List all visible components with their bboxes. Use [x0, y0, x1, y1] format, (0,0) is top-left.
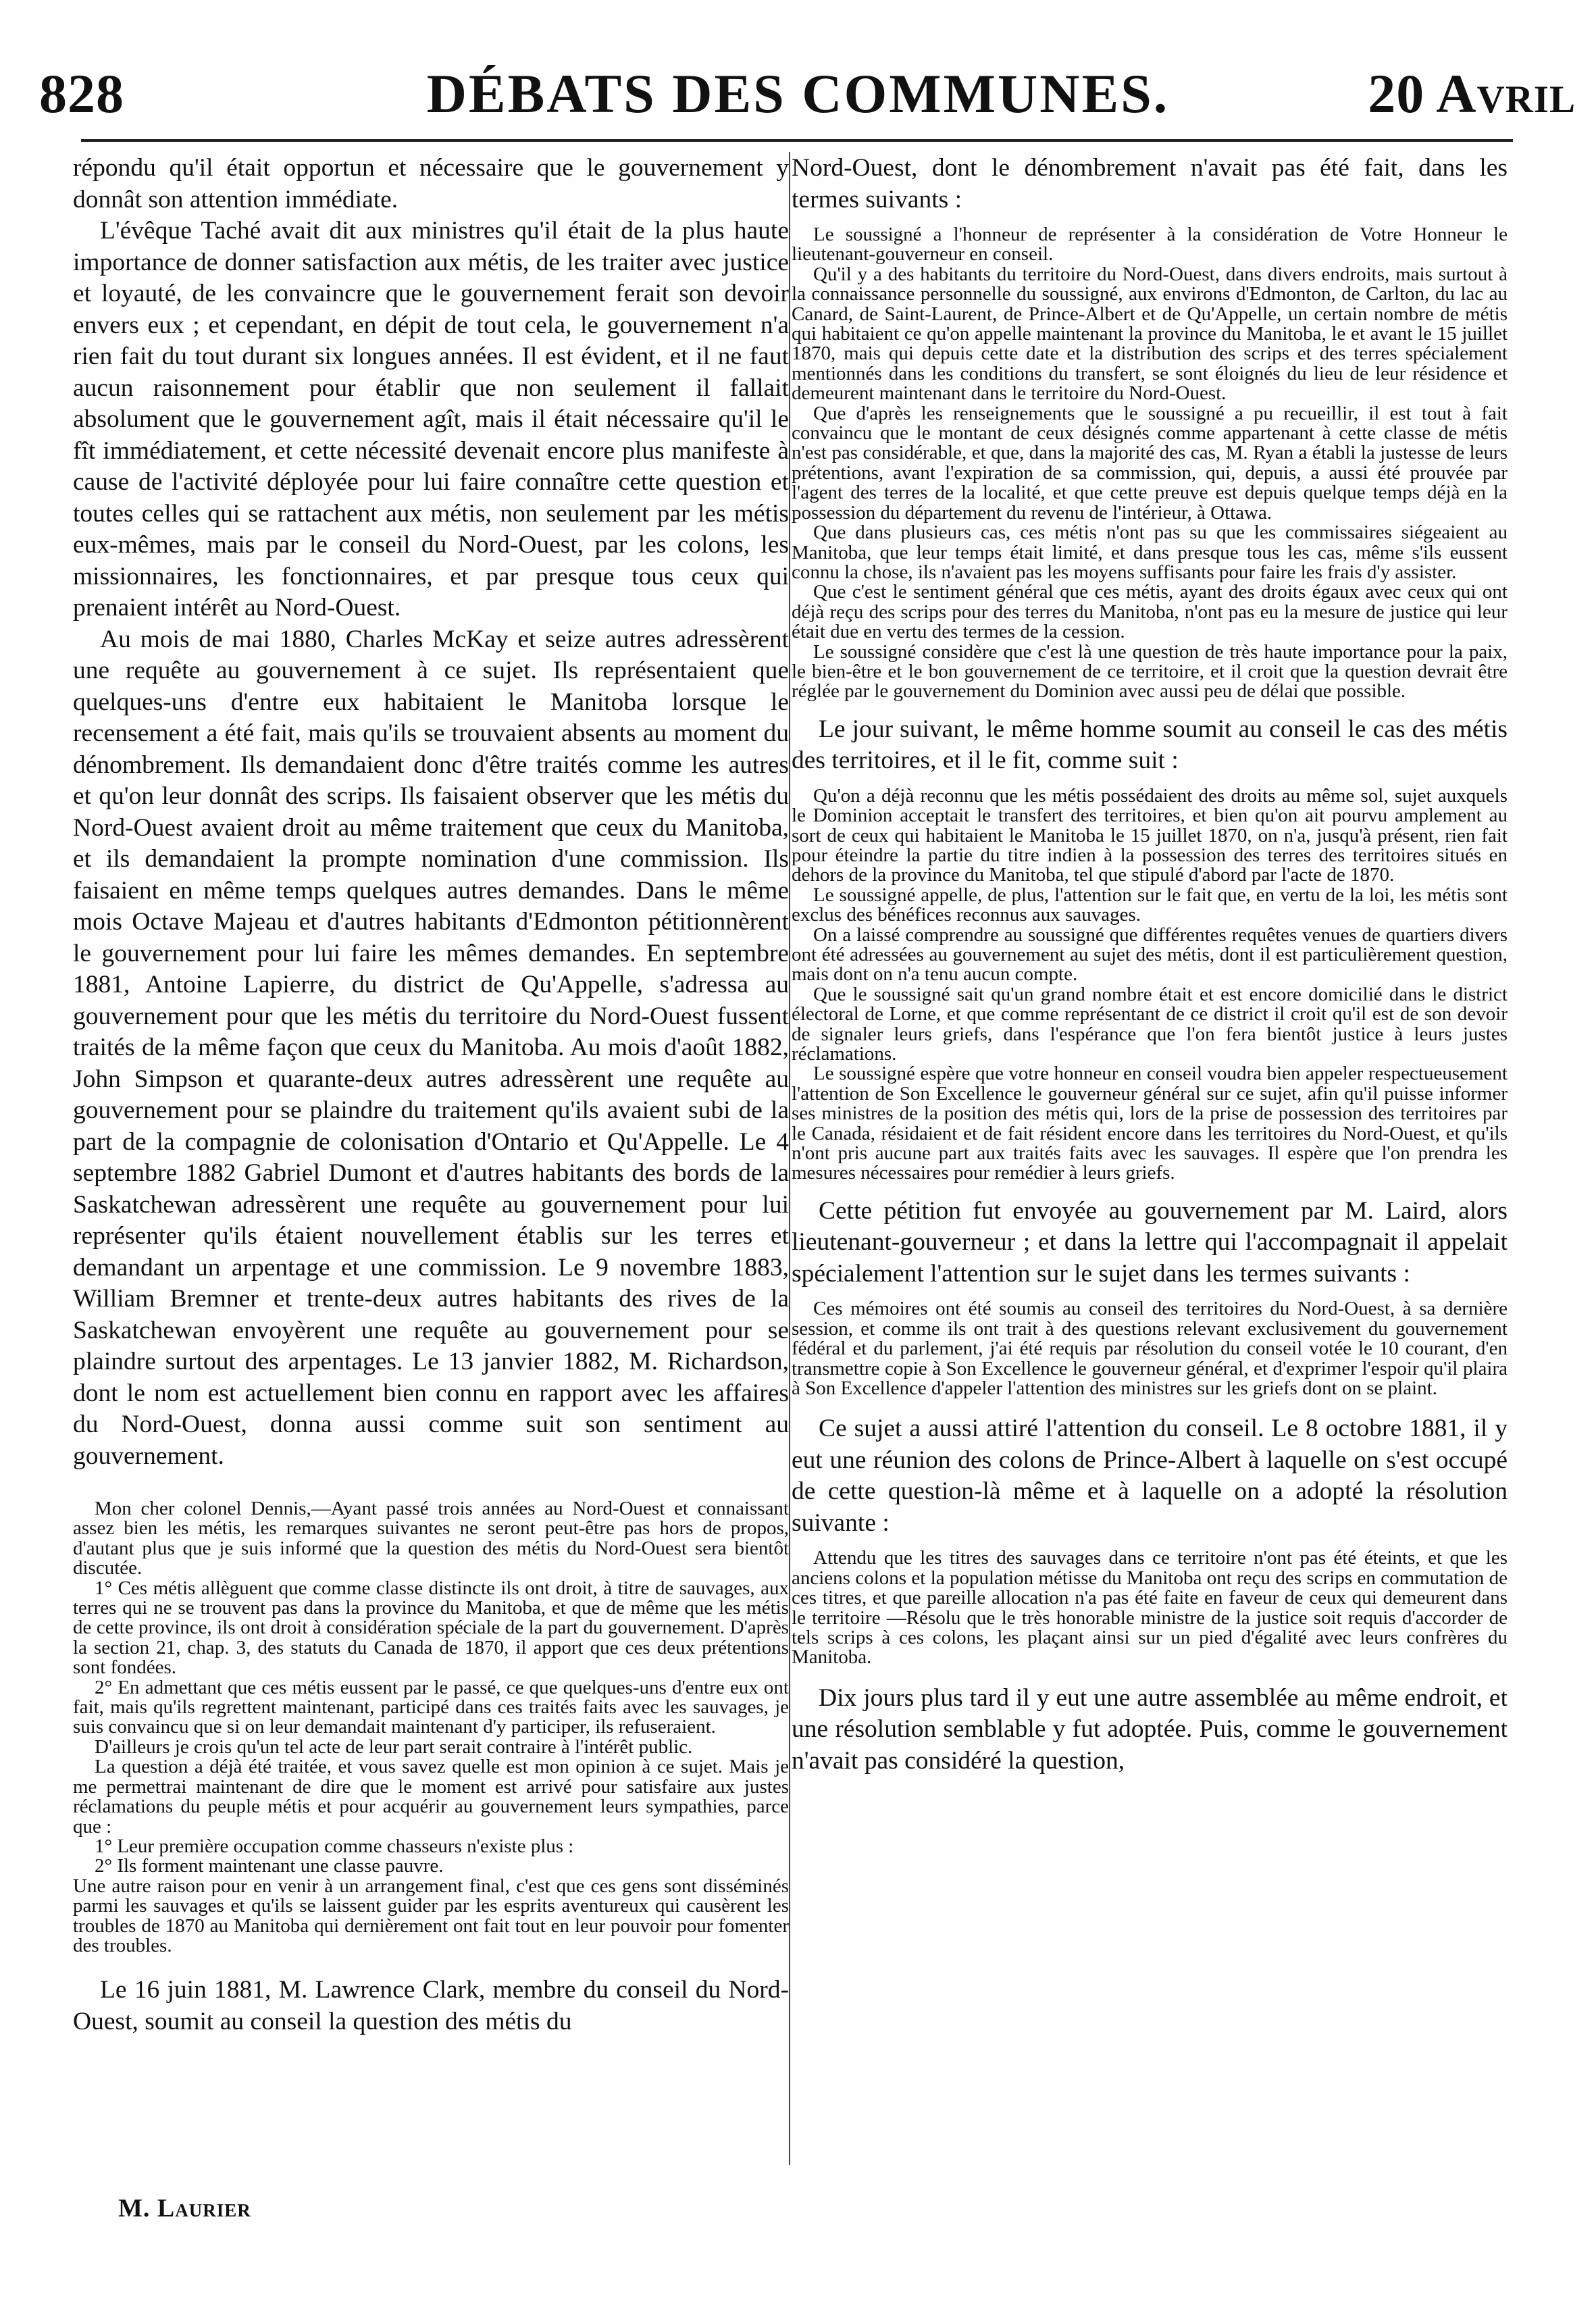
quoted-paragraph: Le soussigné considère que c'est là une question de très haute importance pour la paix, le bien-être et le bon gouvernement de ce territoire, et il croit que la question devrait être réglée par le gouvernement du Dominion avec aussi peu de délai que possible.: [792, 640, 1508, 703]
speaker-signature: M. Laurier: [118, 2194, 251, 2223]
quoted-paragraph: On a laissé comprendre au soussigné que différentes requêtes venues de quartiers divers ont été adressées au gouvernement au sujet des métis, dont il est particulièrement question, mais dont on n'a tenu aucun compte.: [792, 923, 1508, 986]
quoted-paragraph: Que c'est le sentiment général que ces métis, ayant des droits égaux avec ceux qui ont déjà reçu des scrips pour des terres du Manitoba, n'ont pas eu la mesure de justice qui leur était due en vertu des termes de la cession.: [792, 581, 1508, 643]
paragraph: Dix jours plus tard il y eut une autre assemblée au même endroit, et une résolution semblable y fut adoptée. Puis, comme le gouvernement n'avait pas considéré la question,: [792, 1683, 1508, 1775]
quoted-paragraph: 1° Ces métis allèguent que comme classe distincte ils ont droit, à titre de sauvages, aux terres qui ne se trouvent pas dans la province du Manitoba, et que de même que les métis de cette province, ils ont droit à considération spéciale de la part du gouvernement. D'après la section 21, chap. 3, des statuts du Canada de 1870, il apport que ces deux prétentions sont fondées.: [73, 1577, 789, 1679]
quoted-paragraph: Ces mémoires ont été soumis au conseil des territoires du Nord-Ouest, à sa dernière session, et comme ils ont trait à des questions relevant exclusivement du gouvernement fédéral et du parlement, j'ai été requis par résolution du conseil votée le 10 courant, d'en transmettre copie à Son Excellence le gouverneur général, et d'exprimer l'espoir qu'il plaira à Son Excellence d'appeler l'attention des ministres sur les griefs dont on se plaint.: [792, 1298, 1508, 1399]
right-column: [792, 153, 1508, 1777]
quoted-paragraph: D'ailleurs je crois qu'un tel acte de leur part serait contraire à l'intérêt public.: [95, 1735, 693, 1758]
header-rule: [81, 139, 1513, 142]
quoted-paragraph: Attendu que les titres des sauvages dans ce territoire n'ont pas été éteints, et que les anciens colons et la population métisse du Manitoba ont reçu des scrips en commutation de ces titres, et que pareille allocation n'a pas été faite en faveur de ceux qui demeurent dans le territoire —Résolu que le très honorable ministre de la justice soit requis d'accorder de tels scrips à ces colons, les plaçant ainsi sur un pied d'égalité avec leurs confrères du Manitoba.: [792, 1547, 1508, 1669]
quoted-paragraph: La question a déjà été traitée, et vous savez quelle est mon opinion à ce sujet. Mais je me permettrai maintenant de dire que le moment est arrivé pour satisfaire aux justes réclamations du peuple métis et pour acquérir au gouvernement leurs sympathies, parce que :: [73, 1756, 789, 1837]
quoted-paragraph: Que d'après les renseignements que le soussigné a pu recueillir, il est tout à fait convaincu que le montant de ceux désignés comme appartenant à cette classe de métis n'est pas considérable, et que, dans la majorité des cas, M. Ryan a établi la justesse de leurs prétentions, avant l'expiration de sa commission, qui, depuis, a aussi été prouvée par l'agent des terres de la localité, et que cette preuve est depuis quelque temps déjà en la possession du département du revenu de l'intérieur, à Ottawa.: [792, 402, 1508, 524]
column-divider: [789, 152, 790, 2165]
paragraph: Ce sujet a aussi attiré l'attention du conseil. Le 8 octobre 1881, il y eut une réunion des colons de Prince-Albert à laquelle on s'est occupé de cette question-là même et à laquelle on a adopté la résolution suivante :: [792, 1415, 1508, 1537]
paragraph: Nord-Ouest, dont le dénombrement n'avait pas été fait, dans les termes suivants :: [792, 154, 1508, 213]
paragraph: Le 16 juin 1881, M. Lawrence Clark, membre du conseil du Nord-Ouest, soumit au conseil la question des métis du: [73, 1976, 789, 2035]
paragraph: Cette pétition fut envoyée au gouvernement par M. Laird, alors lieutenant-gouverneur ; et dans la lettre qui l'accompagnait il appelait spécialement l'attention sur le sujet dans les termes suivants :: [792, 1196, 1508, 1288]
paragraph: Au mois de mai 1880, Charles McKay et seize autres adressèrent une requête au gouvernement à ce sujet. Ils représentaient que quelques-uns d'entre eux habitaient le Manitoba lorsque le recensement a été fait, mais qu'ils se trouvaient absents au moment du dénombrement. Ils demandaient donc d'être traités comme les autres et qu'on leur donnât des scrips. Ils faisaient observer que les métis du Nord-Ouest avaient droit au même traitement que ceux du Manitoba, et ils demandaient la prompte nomination d'une commission. Ils faisaient en même temps quelques autres demandes. Dans le même mois Octave Majeau et d'autres habitants d'Edmonton pétitionnèrent le gouvernement pour lui faire les mêmes demandes. En septembre 1881, Antoine Lapierre, du district de Qu'Appelle, s'adressa au gouvernement pour que les métis du territoire du Nord-Ouest fussent traités de la même façon que ceux du Manitoba. Au mois d'août 1882, John Simpson et quarante-deux autres adressèrent une requête au gouvernement pour se plaindre du traitement qu'ils avaient subi de la part de la compagnie de colonisation d'Ontario et Qu'Appelle. Le 4 septembre 1882 Gabriel Dumont et d'autres habitants des bords de la Saskatchewan adressèrent une requête au gouvernement pour lui représenter qu'ils étaient nouvellement établis sur les terres et demandant un arpentage et une commission. Le 9 novembre 1883, William Bremner et trente-deux autres habitants des rives de la Saskatchewan envoyèrent une requête au gouvernement pour se plaindre surtout des arpentages. Le 13 janvier 1882, M. Richardson, dont le nom est actuellement bien connu en rapport avec les affaires du Nord-Ouest, donna aussi comme suit son sentiment au gouvernement.: [73, 625, 789, 1470]
page-date: 20 Avril: [1368, 63, 1576, 124]
quoted-paragraph: Le soussigné appelle, de plus, l'attention sur le fait que, en vertu de la loi, les métis sont exclus des bénéfices reconnus aux sauvages.: [792, 884, 1508, 926]
left-column: [73, 153, 789, 2037]
paragraph: L'évêque Taché avait dit aux ministres qu'il était de la plus haute importance de donner satisfaction aux métis, de les traiter avec justice et loyauté, de les convaincre que le gouvernement ferait son devoir envers eux ; et cependant, en dépit de tout cela, le gouvernement n'a rien fait du tout durant six longues années. Il est évident, et il ne faut aucun raisonnement pour établir que non seulement il fallait absolument que le gouvernement agît, mais il était nécessaire qu'il le fît immédiatement, et cette nécessité devenait encore plus manifeste à cause de l'activité déployée pour lui faire connaître cette question et toutes celles qui se rattachent aux métis, non seulement par les métis eux-mêmes, mais par le conseil du Nord-Ouest, par les colons, les missionnaires, les fonctionnaires, et par presque tous ceux qui prenaient intérêt au Nord-Ouest.: [73, 217, 789, 621]
quoted-paragraph: 2° En admettant que ces métis eussent par le passé, ce que quelques-uns d'entre eux ont fait, mais qu'ils regrettent maintenant, participé dans ces traités faits avec les sauvages, je suis convaincu que si on leur demandait maintenant d'y participer, ils refuseraient.: [73, 1676, 789, 1738]
quoted-paragraph: Que le soussigné sait qu'un grand nombre était et est encore domicilié dans le district électoral de Lorne, et que comme représentant de ce district il croit qu'il est de son devoir de signaler leurs griefs, dans l'espérance que l'on fera bientôt justice à leurs justes réclamations.: [792, 983, 1508, 1065]
quoted-paragraph: 2° Ils forment maintenant une classe pauvre.: [95, 1855, 444, 1877]
quoted-paragraph: Le soussigné a l'honneur de représenter à la considération de Votre Honneur le lieutenant-gouverneur en conseil.: [792, 224, 1508, 265]
paragraph: répondu qu'il était opportun et nécessaire que le gouvernement y donnât son attention immédiate.: [73, 154, 789, 213]
quoted-paragraph: Mon cher colonel Dennis,—Ayant passé trois années au Nord-Ouest et connaissant assez bien les métis, les remarques suivantes ne seront peut-être pas hors de propos, d'autant plus que je suis informé que la question des métis du Nord-Ouest sera bientôt discutée.: [73, 1498, 789, 1579]
quoted-paragraph: 1° Leur première occupation comme chasseurs n'existe plus :: [95, 1835, 574, 1857]
page-title: DÉBATS DES COMMUNES.: [426, 63, 1170, 124]
quoted-paragraph: Le soussigné espère que votre honneur en conseil voudra bien appeler respectueusement l'attention de Son Excellence le gouverneur général sur ce sujet, afin qu'il puisse informer ses ministres de la position des métis qui, lors de la prise de possession des territoires par le Canada, résidaient et de fait résident encore dans les territoires du Nord-Ouest, et qu'ils n'ont pris aucune part aux traités faits avec les sauvages. Il espère que l'on prendra les mesures nécessaires pour remédier à leurs griefs.: [792, 1063, 1508, 1184]
page-number: 828: [39, 63, 124, 124]
quoted-paragraph: Une autre raison pour en venir à un arrangement final, c'est que ces gens sont disséminés parmi les sauvages et qu'ils se laissent guider par les esprits aventureux qui causèrent les troubles de 1870 au Manitoba qui dernièrement ont fait tout en leur pouvoir pour fomenter des troubles.: [73, 1875, 789, 1956]
paragraph: Le jour suivant, le même homme soumit au conseil le cas des métis des territoires, et il le fit, comme suit :: [792, 715, 1508, 775]
quoted-paragraph: Qu'il y a des habitants du territoire du Nord-Ouest, dans divers endroits, mais surtout à la connaissance personnelle du soussigné, aux environs d'Edmonton, de Carlton, du lac au Canard, de Saint-Laurent, de Prince-Albert et de Qu'Appelle, un certain nombre de métis qui habitaient ce qu'on appelle maintenant la province du Manitoba, le et avant le 15 juillet 1870, mais qui depuis cette date et la distribution des scrips et des terres spécialement mentionnés dans les conditions du transfert, se sont éloignés du lieu de leur résidence et demeurent maintenant dans le territoire du Nord-Ouest.: [792, 263, 1508, 405]
quoted-paragraph: Qu'on a déjà reconnu que les métis possédaient des droits au même sol, sujet auxquels le Dominion acceptait le transfert des territoires, et bien qu'on ait pourvu amplement au sort de ceux qui habitaient le Manitoba le 15 juillet 1870, on n'a, jusqu'à présent, rien fait pour éteindre la partie du titre indien à la possession des terres des territoires situés en dehors de la province du Manitoba, tel que stipulé d'abord par l'acte de 1870.: [792, 784, 1508, 886]
quoted-paragraph: Que dans plusieurs cas, ces métis n'ont pas su que les commissaires siégeaient au Manitoba, que leur temps était limité, et dans presque tous les cas, même s'ils eussent connu la chose, ils n'avaient pas les moyens suffisants pour faire les frais d'y assister.: [792, 522, 1508, 583]
